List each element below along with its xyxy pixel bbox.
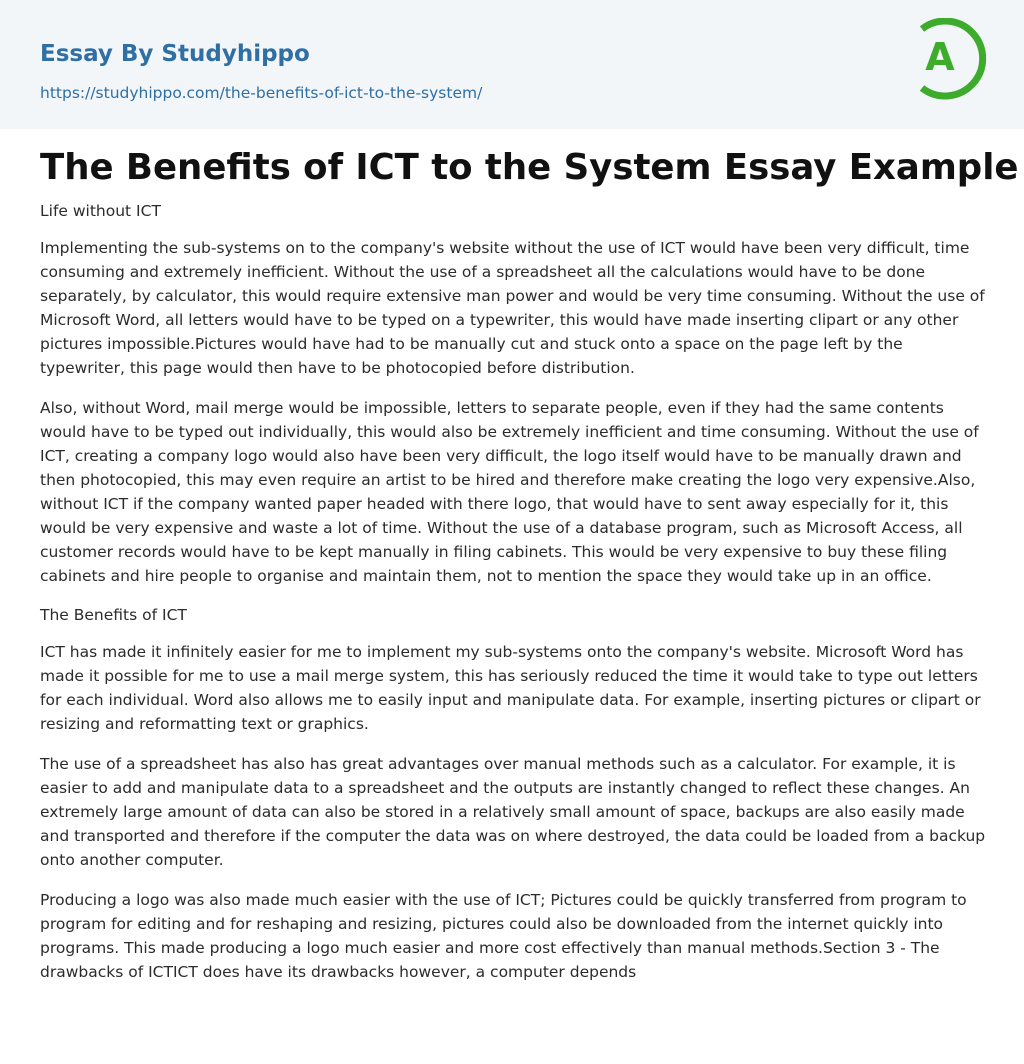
logo-letter: A xyxy=(925,35,955,79)
paragraph: Implementing the sub-systems on to the company's website without the use of ICT would have been very difficult, time consuming and extremely inefficient. Without the use of a spreadsheet all the calculations would have to be done separately, by calculator, this would require extensive man power and would be very time consuming. Without the use of Microsoft Word, all letters would have to be typed on a typewriter, this would have made inserting clipart or any other pictures impossible.Pictures would have had to be manually cut and stuck onto a space on the page left by the typewriter, this page would then have to be photocopied before distribution. xyxy=(40,239,985,377)
section-heading-life-without-ict: Life without ICT xyxy=(40,202,161,220)
paragraph: ICT has made it infinitely easier for me to implement my sub-systems onto the company's website. Microsoft Word has made it possible for me to use a mail merge system, this has seriously reduced the time it would take to type out letters for each individual. Word also allows me to easily input and manipulate data. For example, inserting pictures or clipart or resizing and reformatting text or graphics. xyxy=(40,643,981,733)
essay-url-link[interactable]: https://studyhippo.com/the-benefits-of-ict-to-the-system/ xyxy=(40,84,483,102)
paragraph: Producing a logo was also made much easier with the use of ICT; Pictures could be quickly transferred from program to program for editing and for reshaping and resizing, pictures could also be downloaded from the internet quickly into programs. This made producing a logo much easier and more cost effectively than manual methods.Section 3 - The drawbacks of ICTICT does have its drawbacks however, a computer depends xyxy=(40,891,967,981)
article-body xyxy=(40,145,1019,984)
site-brand[interactable]: Essay By Studyhippo xyxy=(40,41,310,67)
site-header xyxy=(0,0,1024,129)
section-heading-benefits-of-ict: The Benefits of ICT xyxy=(40,606,187,624)
page-title: The Benefits of ICT to the System Essay Example xyxy=(40,147,1019,188)
paragraph: The use of a spreadsheet has also has great advantages over manual methods such as a calculator. For example, it is easier to add and manipulate data to a spreadsheet and the outputs are instantly changed to reflect these changes. An extremely large amount of data can also be stored in a relatively small amount of space, backups are also easily made and transported and therefore if the computer the data was on where destroyed, the data could be loaded from a backup onto another computer. xyxy=(40,755,986,869)
studyhippo-logo-icon[interactable] xyxy=(912,18,988,106)
paragraph: Also, without Word, mail merge would be impossible, letters to separate people, even if they had the same contents would have to be typed out individually, this would also be extremely inefficient and time consuming. Without the use of ICT, creating a company logo would also have been very difficult, the logo itself would have to be manually drawn and then photocopied, this may even require an artist to be hired and therefore make creating the logo very expensive.Also, without ICT if the company wanted paper headed with there logo, that would have to sent away especially for it, this would be very expensive and waste a lot of time. Without the use of a database program, such as Microsoft Access, all customer records would have to be kept manually in filing cabinets. This would be very expensive to buy these filing cabinets and hire people to organise and maintain them, not to mention the space they would take up in an office. xyxy=(40,399,979,585)
